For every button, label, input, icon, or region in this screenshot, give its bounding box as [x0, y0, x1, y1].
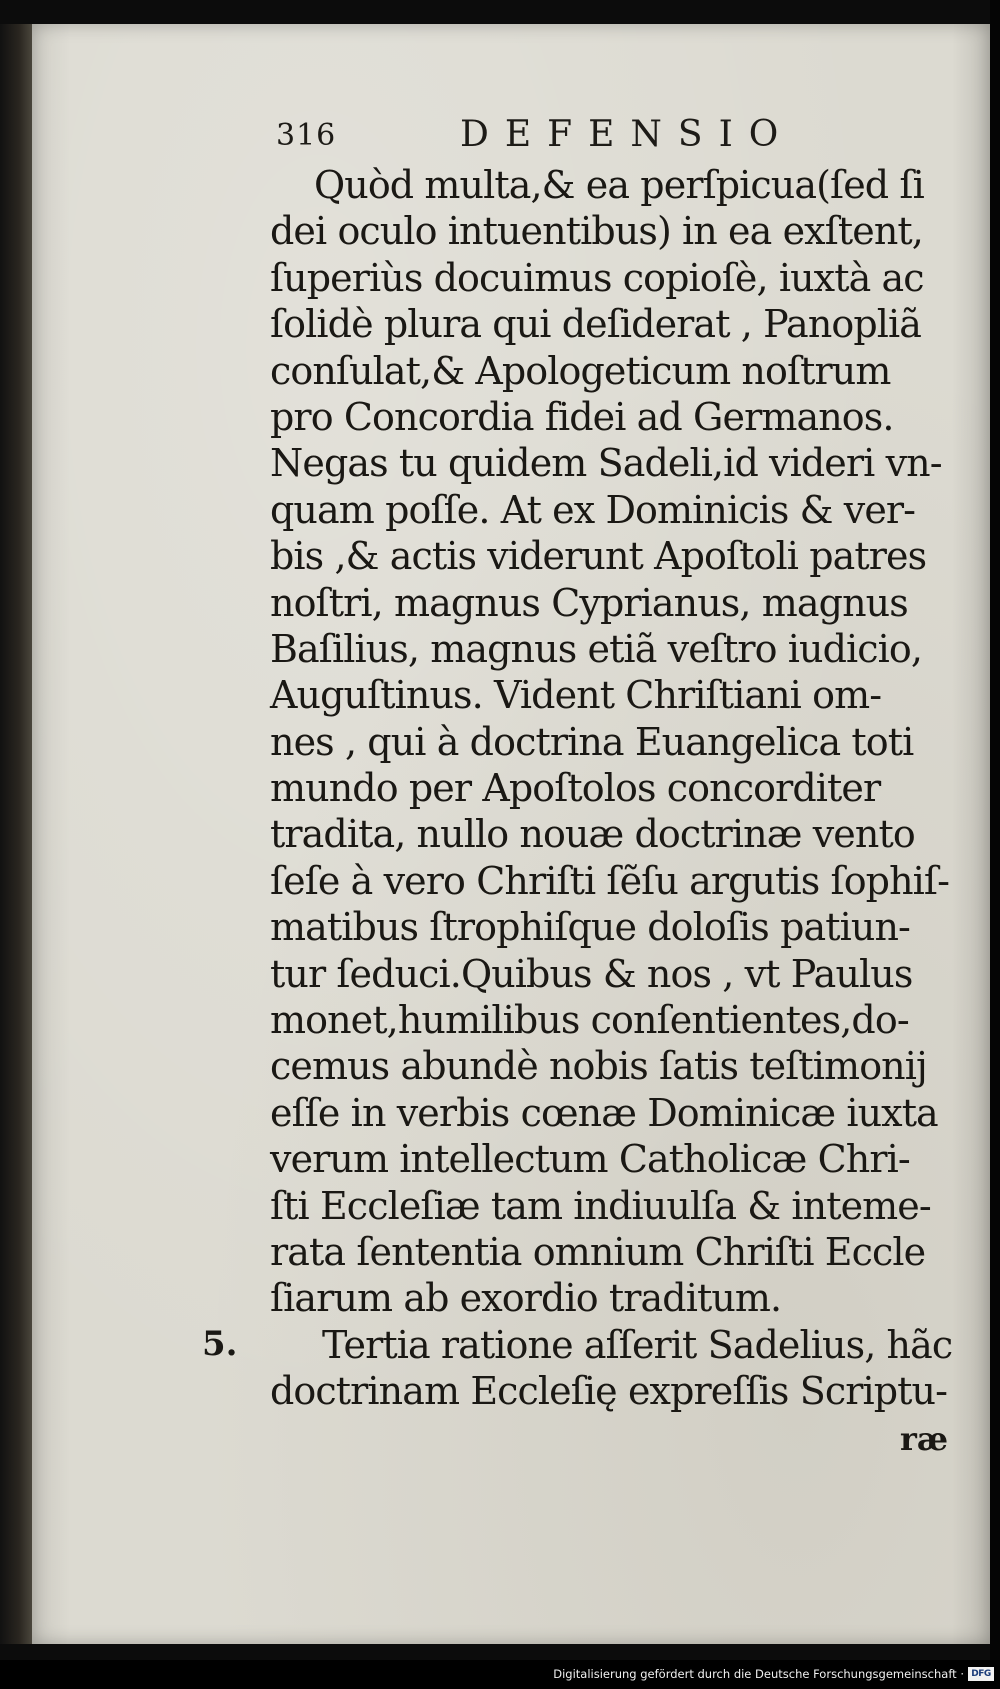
text-line: ſuperiùs docuimus copioſè, iuxtà ac [270, 255, 924, 300]
digitization-credit [553, 1664, 994, 1684]
page-number: 316 [276, 118, 337, 153]
text-line: Baſilius, magnus etiã veſtro iudicio, [270, 626, 923, 671]
text-line: rata ſententia omnium Chriſti Eccle [270, 1229, 926, 1274]
marginal-number: 5. [202, 1324, 238, 1364]
text-line: cemus abundè nobis ſatis teſtimonij [270, 1044, 927, 1089]
credit-text: Digitalisierung gefördert durch die Deutsche Forschungsgemeinschaft · [553, 1667, 964, 1681]
binding-edge [0, 24, 32, 1644]
text-line: verum intellectum Catholicæ Chri- [270, 1137, 910, 1182]
text-line: tur ſeduci.Quibus & nos , vt Paulus [270, 951, 913, 996]
text-line: mundo per Apoſtolos concorditer [270, 766, 881, 811]
main-text [270, 162, 953, 1415]
text-line: conſulat,& Apologeticum noſtrum [270, 348, 891, 393]
text-line: ſti Eccleſiæ tam indiuulſa & inteme- [270, 1183, 931, 1228]
text-line: Negas tu quidem Sadeli,id videri vn- [270, 441, 942, 486]
right-scan-edge [990, 0, 1000, 1660]
text-line: Quòd multa,& ea perſpicua(ſed ſi [314, 163, 924, 207]
text-line: nes , qui à doctrina Euangelica toti [270, 719, 914, 764]
catchword: ræ [900, 1420, 949, 1458]
text-line: dei oculo intuentibus) in ea exſtent, [270, 209, 923, 254]
running-title: DEFENSIO [460, 114, 795, 155]
text-line: matibus ſtrophiſque doloſis patiun- [270, 905, 910, 950]
text-line: noſtri, magnus Cyprianus, magnus [270, 580, 908, 625]
dfg-logo: DFG [968, 1667, 994, 1681]
text-line: eſſe in verbis cœnæ Dominicæ iuxta [270, 1090, 938, 1135]
running-head [276, 114, 976, 162]
text-line: ſolidè plura qui deſiderat , Panopliã [270, 302, 922, 347]
text-line: tradita, nullo nouæ doctrinæ vento [270, 812, 915, 857]
text-line: Auguſtinus. Vident Chriſtiani om- [270, 673, 882, 718]
text-line: quam poſſe. At ex Dominicis & ver- [270, 487, 916, 532]
text-line: pro Concordia fidei ad Germanos. [270, 394, 894, 439]
text-line: bis ,& actis viderunt Apoſtoli patres [270, 534, 927, 579]
text-line: ſiarum ab exordio traditum. [270, 1276, 782, 1321]
text-line: doctrinam Eccleſię expreſſis Scriptu- [270, 1369, 948, 1414]
text-line: ſeſe à vero Chriſti ſẽſu argutis ſophiſ- [270, 858, 950, 903]
text-line: Tertia ratione aſſerit Sadelius, hãc [322, 1322, 953, 1367]
text-line: monet,humilibus conſentientes,do- [270, 998, 909, 1043]
